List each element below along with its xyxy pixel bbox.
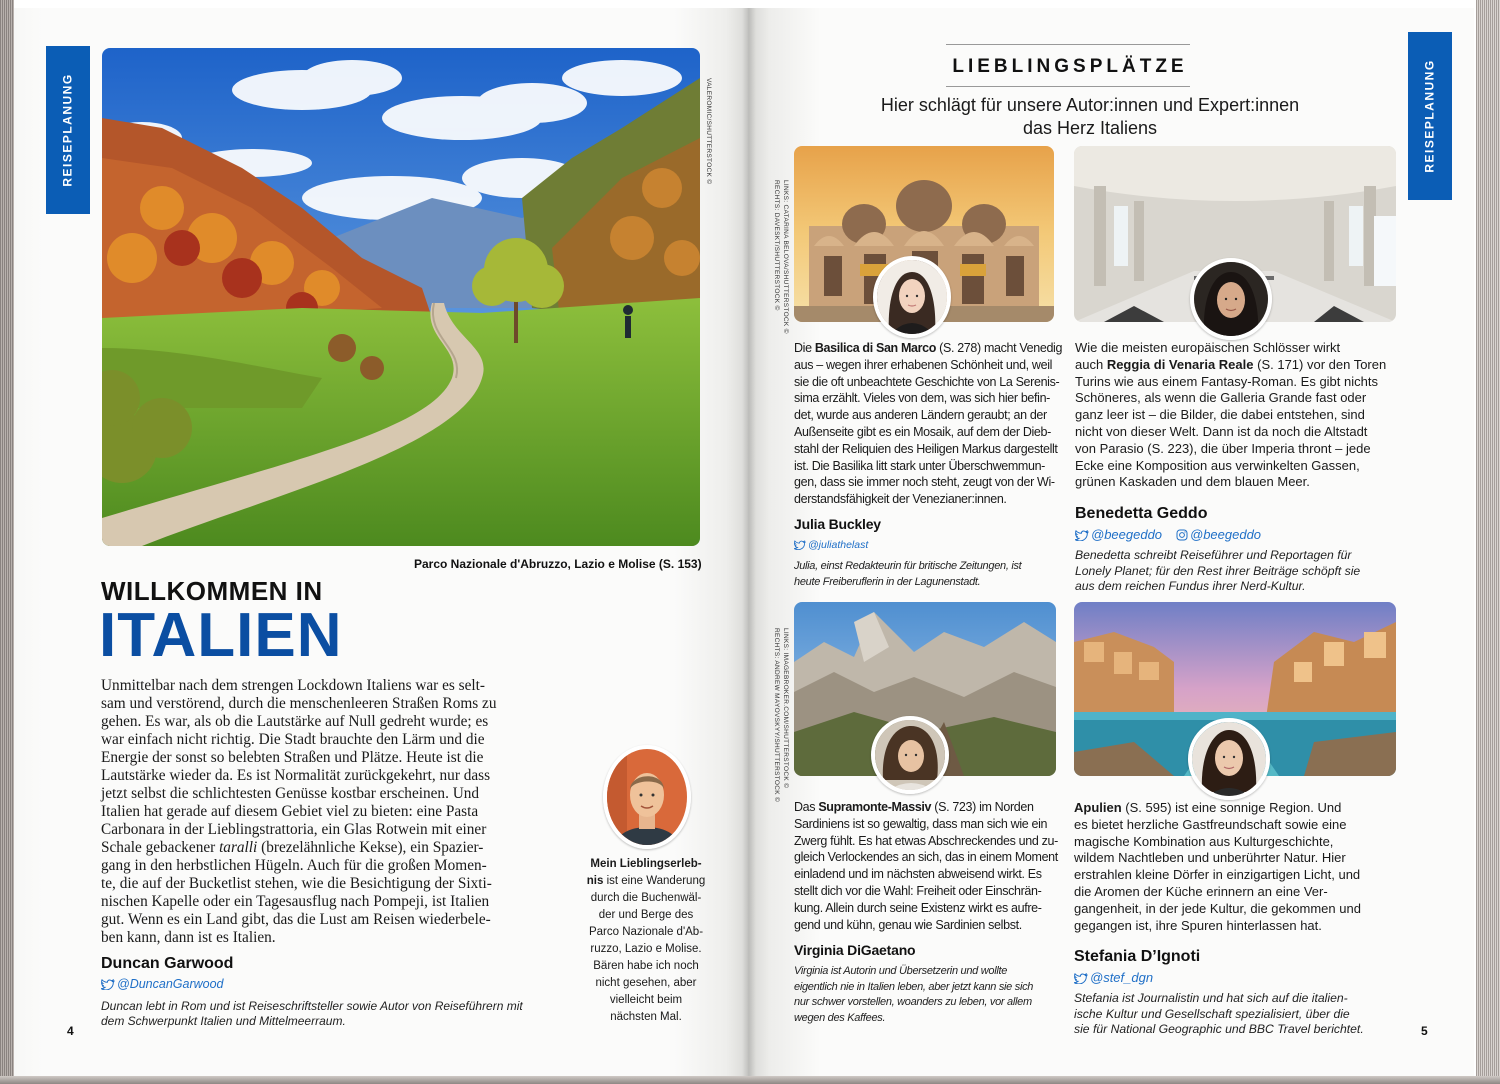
title-rule-bottom bbox=[946, 86, 1190, 87]
author-bio-virginia: Virginia ist Autorin und Übersetzerin und wollte eigentlich nie in Italien leben, aber jetzt kann sie sich nur schwer vorstellen, woanders zu leben, vor allem wegen des Kaffees. bbox=[794, 965, 1034, 1024]
intro-line: ben kann, dann ist es Italien. bbox=[101, 929, 276, 946]
intro-line: Italien hat gerade auf diesem Gebiet viel zu bieten: eine Pasta bbox=[101, 803, 479, 820]
twitter-icon bbox=[1074, 973, 1088, 984]
author-handle-julia[interactable]: @juliathelast bbox=[794, 539, 868, 551]
author-handle-duncan[interactable]: @DuncanGarwood bbox=[101, 977, 224, 991]
author-name-virginia: Virginia DiGaetano bbox=[794, 942, 916, 958]
intro-line: gehen. Es war, als ob die Lautstärke auf Null gedreht wurde; es bbox=[101, 713, 489, 730]
intro-line: jetzt selbst die schlichtesten Genüsse kostbar erscheinen. Und bbox=[101, 785, 480, 802]
twitter-icon bbox=[1075, 530, 1089, 541]
card-text-supramonte: Das Supramonte-Massiv (S. 723) im Norden Sardiniens ist so gewaltig, dass man sich wie ein Zwerg fühlt. Es hat etwas Abschreckendes und zu- gleich Verlockendes an sich, das in einem Moment einladend und im nächsten abweisend wirkt. Es stellt dich vor die Wahl: Freiheit oder Einschrän- kung. Allein durch seine Existenz wirkt es aufre- gend und kühn, genau wie Sardinien selbst. bbox=[794, 800, 1058, 932]
author-handle-benedetta-instagram[interactable]: @beegeddo bbox=[1176, 527, 1261, 542]
hero-photo-abruzzo bbox=[102, 48, 700, 546]
avatar-stefania bbox=[1188, 718, 1270, 800]
author-name-benedetta: Benedetta Geddo bbox=[1075, 505, 1208, 522]
intro-line: nischen Kapelle oder ein Tagesausflug nach Pompeji, ist Italien bbox=[101, 893, 490, 910]
book-gutter bbox=[742, 8, 756, 1076]
book-bottom-edge bbox=[0, 1076, 1500, 1084]
page-number-right: 5 bbox=[1421, 1024, 1428, 1038]
photo-credit-left: VALEROMIC/SHUTTERSTOCK © bbox=[705, 78, 712, 185]
intro-line: Schale gebackener taralli (brezelähnliche Kekse), ein Spazier- bbox=[101, 839, 484, 856]
author-handle-stefania[interactable]: @stef_dgn bbox=[1074, 970, 1153, 985]
intro-text bbox=[101, 677, 576, 947]
section-subtitle: Hier schlägt für unsere Autor:innen und Expert:innen das Herz Italiens bbox=[880, 95, 1300, 138]
intro-line: gut. Wenn es ein Land gibt, das die Lust am Reisen wiederbele- bbox=[101, 911, 491, 928]
author-bio-julia: Julia, einst Redakteurin für britische Zeitungen, ist heute Freiberuflerin in der Lagunenstadt. bbox=[794, 560, 1022, 588]
intro-line: Lautstärke wieder da. Es ist Normalität zurückgekehrt, nur dass bbox=[101, 767, 491, 784]
intro-line: sam und verstörend, durch die menschenleeren Straßen Roms zu bbox=[101, 695, 497, 712]
avatar-benedetta bbox=[1190, 258, 1272, 340]
intro-line: Energie der sonst so belebten Straßen und Plätze. Heute ist die bbox=[101, 749, 484, 766]
twitter-icon bbox=[794, 540, 806, 550]
author-name-duncan: Duncan Garwood bbox=[101, 955, 234, 972]
favourite-experience-sidebar: Mein Lieblingserleb- nis ist eine Wanderung durch die Buchenwäl- der und Berge des Parco Nazionale d'Ab- ruzzo, Lazio e Molise. Bären habe ich noch nicht gesehen, aber vielleicht beim nächsten Mal. bbox=[586, 858, 706, 1023]
author-handle-benedetta-twitter[interactable]: @beegeddo bbox=[1075, 527, 1162, 542]
avatar-julia bbox=[873, 256, 951, 338]
intro-line: te, die auf der Bucketlist stehen, wie die Besichtigung der Sixti- bbox=[101, 875, 492, 892]
avatar-duncan bbox=[603, 745, 691, 849]
card-text-san-marco: Die Basilica di San Marco (S. 278) macht Venedig aus – wegen ihrer erhabenen Schönheit und, weil sie die oft unbeachtete Geschichte von La Serenis- sima erzählt. Vieles von dem, was sich hier befin- det, wurde aus anderen Ländern geraubt; an der Außenseite gibt es ein Mosaik, auf dem der Dieb- stahl der Reliquien des Heiligen Markus dargestellt ist. Die Basilika litt stark unter Überschwemmun- gen, dass sie immer noch steht, zeugt von der Wi- derstandsfähigkeit der Venezianer:innen. bbox=[794, 341, 1063, 507]
photo-caption: Parco Nazionale d'Abruzzo, Lazio e Molise (S. 153) bbox=[414, 557, 702, 571]
intro-line: war einfach nicht richtig. Die Stadt brauchte den Lärm und die bbox=[101, 731, 485, 748]
photo-credit-top: LINKS: CATARINA BELOVA/SHUTTERSTOCK © RECHTS: DAVESKT/SHUTTERSTOCK © bbox=[773, 180, 789, 334]
intro-line: Carbonara in der Lieblingstrattoria, ein Glas Rotwein mit einer bbox=[101, 821, 487, 838]
photo-credit-bottom: LINKS: IMAGEBROKER.COM/SHUTTERSTOCK © RECHTS: ANDREW MAYOVSKYY/SHUTTERSTOCK © bbox=[773, 628, 789, 803]
intro-line: Unmittelbar nach dem strengen Lockdown Italiens war es selt- bbox=[101, 677, 485, 694]
card-text-venaria: Wie die meisten europäischen Schlösser wirkt auch Reggia di Venaria Reale (S. 171) vor den Toren Turins wie aus einem Fantasy-Roman. Es gibt nichts Schöneres, als wenn die Galleria Grande fast oder ganz leer ist – die Bilder, die dabei entstehen, sind nicht von dieser Welt. Dann ist da noch die Altstadt von Parasio (S. 223), die über Imperia thront – jede Ecke eine Komposition aus verwinkelten Gassen, grünen Kaskaden und dem blauen Meer. bbox=[1075, 340, 1387, 490]
section-tab-right: REISEPLANUNG bbox=[1408, 32, 1452, 200]
card-text-apulien: Apulien (S. 595) ist eine sonnige Region. Und es bietet herzliche Gastfreundschaft sowie eine magische Kombination aus Kulturgeschichte, wildem Nachtleben und unberührter Natur. Hier erstrahlen kleine Dörfer in einzigartigen Licht, und die Aromen der Küche erinnern an eine Ver- gangenheit, in der jede Kultur, die gekommen und gegangen ist, ihre Spuren hinterlassen hat. bbox=[1074, 800, 1361, 933]
instagram-icon bbox=[1176, 529, 1188, 541]
author-bio-duncan: Duncan lebt in Rom und ist Reiseschriftsteller sowie Autor von Reiseführern mit dem Schwerpunkt Italien und Mittelmeerraum. bbox=[101, 999, 523, 1028]
author-name-julia: Julia Buckley bbox=[794, 516, 881, 532]
page-edges-left bbox=[0, 0, 14, 1084]
avatar-virginia bbox=[871, 716, 949, 794]
heading-willkommen: WILLKOMMEN IN bbox=[101, 576, 323, 606]
section-tab-left: REISEPLANUNG bbox=[46, 46, 90, 214]
section-title: LIEBLINGSPLÄTZE bbox=[952, 56, 1188, 77]
page-number-left: 4 bbox=[67, 1024, 74, 1038]
author-bio-stefania: Stefania ist Journalistin und hat sich auf die italien- ische Kultur und Gesellschaft spezialisiert, über die sie für National Geographic und BBC Travel berichtet. bbox=[1074, 991, 1364, 1036]
author-name-stefania: Stefania D’Ignoti bbox=[1074, 948, 1201, 965]
twitter-icon bbox=[101, 979, 115, 990]
author-bio-benedetta: Benedetta schreibt Reiseführer und Reportagen für Lonely Planet; für den Rest ihrer Beiträge schöpft sie aus dem reichen Fundus ihrer Nerd-Kultur. bbox=[1075, 548, 1361, 593]
title-rule-top bbox=[946, 44, 1190, 45]
page-edges-right bbox=[1476, 0, 1500, 1084]
heading-italien: ITALIEN bbox=[99, 601, 343, 670]
intro-line: gang in den herbstlichen Hügeln. Auch für die großen Momen- bbox=[101, 857, 487, 874]
